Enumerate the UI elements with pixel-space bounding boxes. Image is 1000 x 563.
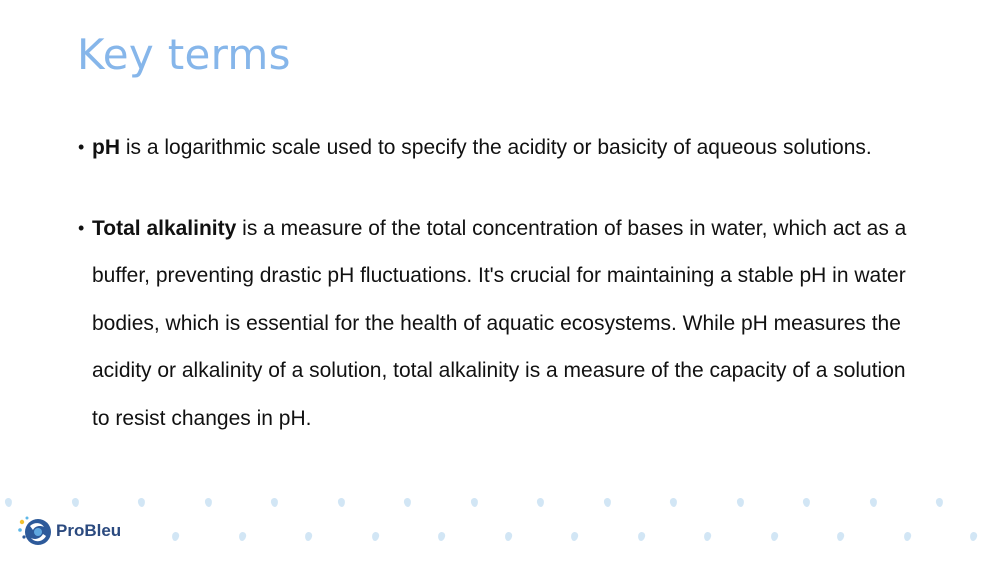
water-drop-icon: [869, 498, 877, 508]
water-drop-icon: [637, 531, 646, 541]
brand-name: ProBleu: [56, 521, 122, 540]
term-ph: pH: [92, 136, 120, 159]
water-drop-icon: [903, 531, 912, 541]
water-drop-icon: [238, 531, 247, 541]
bullet-icon: •: [78, 137, 85, 157]
key-terms-list: [78, 124, 928, 442]
water-drop-icon: [736, 498, 744, 508]
water-drop-icon: [536, 498, 544, 508]
water-drop-icon: [504, 531, 513, 541]
water-drop-icon: [337, 498, 345, 508]
water-drop-icon: [371, 531, 380, 541]
water-drop-icon: [304, 531, 313, 541]
probleu-logo: [16, 514, 121, 548]
bullet-icon: •: [78, 217, 85, 238]
term-total-alkalinity: Total alkalinity: [92, 216, 237, 240]
probleu-logo-icon: [16, 514, 54, 548]
slide-title: Key terms: [77, 30, 291, 79]
water-drop-icon: [802, 498, 810, 508]
definition-total-alkalinity: is a measure of the total concentration of bases in water, which act as a buffer, preventing drastic pH fluctuations. It's crucial for maintaining a stable pH in water bodies, which is essential for the health of aquatic ecosystems. While pH measures the acidity or alkalinity of a solution, total alkalinity is a measure of the capacity of a solution to resist changes in pH.: [92, 216, 907, 430]
water-drop-icon: [969, 531, 978, 541]
water-drop-icon: [204, 498, 212, 508]
water-drop-icon: [935, 498, 943, 508]
water-drop-icon: [703, 531, 712, 541]
water-drop-icon: [270, 498, 278, 508]
water-drop-pattern: [0, 490, 1000, 563]
water-drop-icon: [570, 531, 579, 541]
water-drop-icon: [470, 498, 478, 508]
water-drop-icon: [669, 498, 677, 508]
definition-ph: is a logarithmic scale used to specify the acidity or basicity of aqueous solutions.: [120, 136, 872, 159]
water-drop-icon: [403, 498, 411, 508]
water-drop-icon: [836, 531, 845, 541]
list-item: [78, 205, 928, 443]
water-drop-icon: [603, 498, 611, 508]
water-drop-icon: [770, 531, 779, 541]
water-drop-icon: [171, 531, 180, 541]
water-drop-icon: [437, 531, 446, 541]
list-item: [78, 124, 928, 172]
water-drop-icon: [4, 498, 12, 508]
water-drop-icon: [71, 498, 79, 508]
water-drop-icon: [137, 498, 145, 508]
